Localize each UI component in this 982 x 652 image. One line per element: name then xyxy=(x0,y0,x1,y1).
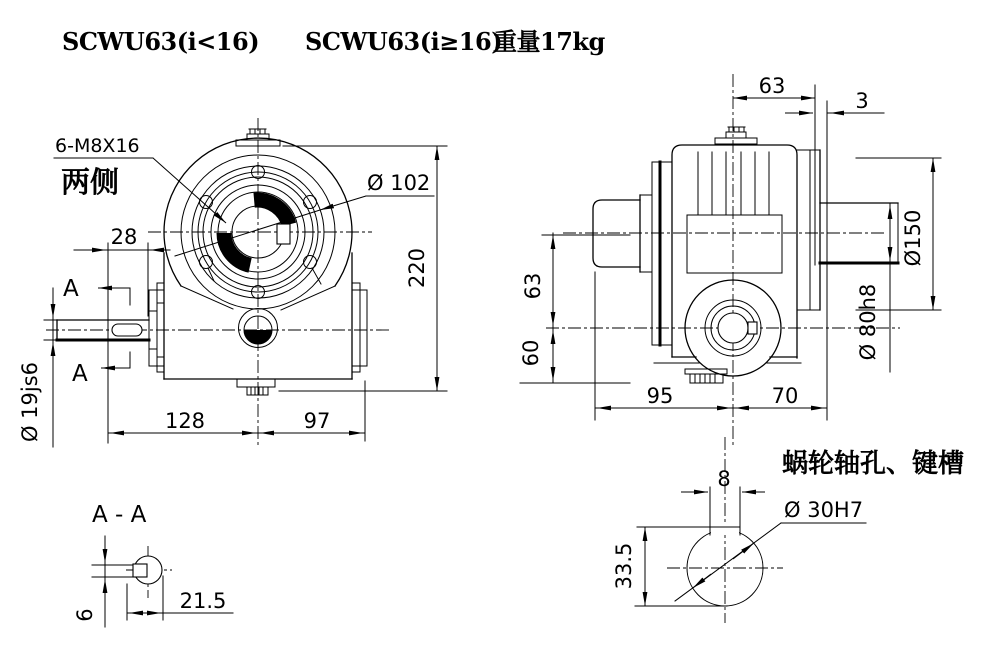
side-output-flange xyxy=(797,150,898,310)
front-dim-width xyxy=(108,381,365,441)
front-callout-bolts xyxy=(54,135,226,223)
dim-80h8-label: Ø 80h8 xyxy=(856,283,880,361)
dim-21-5-label: 21.5 xyxy=(179,589,227,613)
model-title-low-ratio: SCWU63(i<16) xyxy=(62,27,260,56)
side-inspection-cover xyxy=(687,215,782,273)
detail-dim-8 xyxy=(681,467,765,526)
keyway-detail-view xyxy=(612,437,964,623)
front-bottom-foot xyxy=(237,379,275,387)
dim-95-label: 95 xyxy=(646,384,674,408)
bore-dark-arc-top xyxy=(254,200,289,225)
dim-3-label: 3 xyxy=(855,89,869,113)
dim-63-left-label: 63 xyxy=(521,272,545,300)
input-shaft-diameter-label: Ø 19js6 xyxy=(18,361,42,443)
section-aa-title: A - A xyxy=(92,502,147,528)
bolt-callout-label: 6-M8X16 xyxy=(55,135,140,157)
front-dim-flange-diameter xyxy=(175,171,434,256)
output-bore-section xyxy=(718,313,748,343)
bore-dark-arc-bottom xyxy=(224,233,250,265)
front-dim-shaft-diameter xyxy=(18,288,58,447)
dim-97-label: 97 xyxy=(303,409,331,433)
flange-diameter-label: Ø 102 xyxy=(367,171,431,195)
keyway-detail-title: 蜗轮轴孔、键槽 xyxy=(782,449,965,479)
dim-28-label: 28 xyxy=(110,225,138,249)
side-housing-body xyxy=(654,145,801,383)
model-title-high-ratio: SCWU63(i≥16) xyxy=(305,27,503,56)
side-centerlines xyxy=(546,74,900,447)
dim-63-top-label: 63 xyxy=(758,74,786,98)
dim-150-label: Ø150 xyxy=(901,209,925,267)
side-view xyxy=(519,74,941,447)
section-aa-dim-6 xyxy=(73,536,105,627)
weight-label: 重量17kg xyxy=(493,27,605,56)
output-bore-keyway-side xyxy=(748,322,757,334)
dim-8-label: 8 xyxy=(717,467,731,491)
dim-6-label: 6 xyxy=(73,608,97,622)
side-dim-63-60-left xyxy=(519,233,630,383)
side-dim-3 xyxy=(785,89,884,420)
section-mark-a-bottom: A xyxy=(72,361,88,387)
bore-diameter-label: Ø 30H7 xyxy=(784,498,864,522)
detail-dim-33-5 xyxy=(612,527,727,606)
side-dim-63-top xyxy=(733,74,815,265)
output-bore-keyway xyxy=(277,224,290,244)
dim-33-5-label: 33.5 xyxy=(612,542,636,590)
side-input-coupling xyxy=(593,162,672,345)
section-aa-view xyxy=(73,502,233,627)
dim-220-label: 220 xyxy=(405,247,429,289)
side-breather-plug xyxy=(715,127,757,144)
input-shaft-key xyxy=(133,564,147,577)
bolt-callout-note: 两侧 xyxy=(61,165,120,199)
detail-dim-bore xyxy=(675,498,866,601)
side-dim-spigot-80 xyxy=(856,203,890,372)
dim-128-label: 128 xyxy=(164,409,206,433)
input-shaft-keyway xyxy=(112,324,142,336)
title-block xyxy=(62,27,606,56)
front-view xyxy=(18,118,447,448)
section-mark-a-top: A xyxy=(63,276,79,302)
dim-70-label: 70 xyxy=(771,384,799,408)
dim-60-left-label: 60 xyxy=(519,339,543,367)
